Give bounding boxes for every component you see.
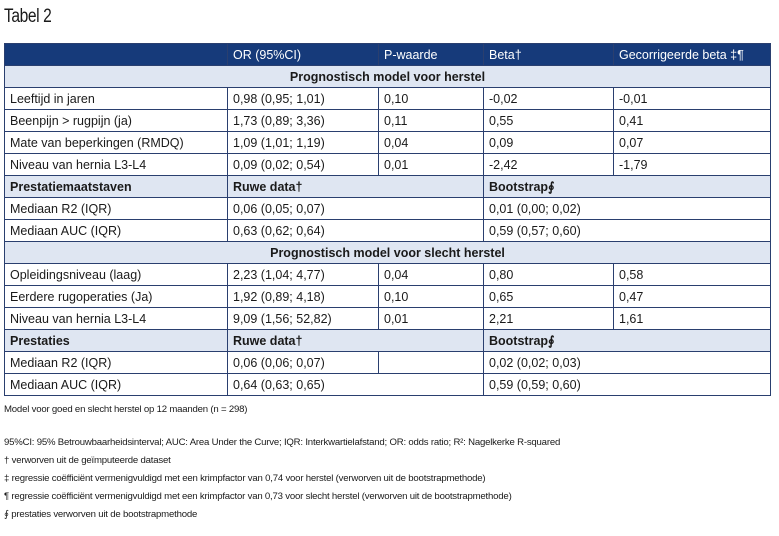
section-title: Prognostisch model voor slecht herstel (5, 242, 771, 264)
abbreviations-note: 95%CI: 95% Betrouwbaarheidsinterval; AUC: Area Under the Curve; IQR: Interkwartielafstand; OR: odds ratio; R²: Nagelkerke R-squared (4, 437, 561, 448)
table-cell: Opleidingsniveau (laag) (5, 264, 228, 286)
table-cell: Mediaan AUC (IQR) (5, 374, 228, 396)
table-cell: 0,09 (484, 132, 614, 154)
section-row (5, 242, 771, 264)
table-cell: Leeftijd in jaren (5, 88, 228, 110)
table-cell: 1,61 (614, 308, 771, 330)
table-row (5, 198, 771, 220)
table-cell: 2,23 (1,04; 4,77) (228, 264, 379, 286)
table-cell: Ruwe data† (228, 330, 484, 352)
results-table (4, 43, 771, 396)
performance-header-row (5, 176, 771, 198)
header-row (5, 44, 771, 66)
contour-note: ∮ prestaties verworven uit de bootstrapmethode (4, 509, 198, 520)
double-dagger-note: ‡ regressie coëfficiënt vermenigvuldigd met een krimpfactor van 0,74 voor herstel (verworven uit de bootstrapmethode) (4, 473, 486, 484)
header-cell (5, 44, 228, 66)
table-cell: Mate van beperkingen (RMDQ) (5, 132, 228, 154)
header-cell: Beta† (484, 44, 614, 66)
table-cell: Mediaan R2 (IQR) (5, 352, 228, 374)
table-cell: 0,59 (0,59; 0,60) (484, 374, 771, 396)
table-cell: 0,64 (0,63; 0,65) (228, 374, 484, 396)
model-note: Model voor goed en slecht herstel op 12 maanden (n = 298) (4, 404, 248, 415)
table-cell: Niveau van hernia L3-L4 (5, 308, 228, 330)
table-cell: 1,73 (0,89; 3,36) (228, 110, 379, 132)
table-cell: 0,10 (379, 88, 484, 110)
table-cell: Eerdere rugoperaties (Ja) (5, 286, 228, 308)
table-cell: -0,01 (614, 88, 771, 110)
table-cell (379, 352, 484, 374)
pilcrow-note: ¶ regressie coëfficiënt vermenigvuldigd met een krimpfactor van 0,73 voor slecht herstel (verworven uit de bootstrapmethode) (4, 491, 512, 502)
table-cell: 0,63 (0,62; 0,64) (228, 220, 484, 242)
table-cell: Mediaan AUC (IQR) (5, 220, 228, 242)
table-cell: 0,41 (614, 110, 771, 132)
table-row (5, 374, 771, 396)
table-cell: 0,04 (379, 264, 484, 286)
table-cell: Ruwe data† (228, 176, 484, 198)
header-cell: Gecorrigeerde beta ‡¶ (614, 44, 771, 66)
table-cell: 0,59 (0,57; 0,60) (484, 220, 771, 242)
table-cell: 0,01 (379, 308, 484, 330)
table-cell: -1,79 (614, 154, 771, 176)
table-cell: 1,09 (1,01; 1,19) (228, 132, 379, 154)
table-cell: 0,11 (379, 110, 484, 132)
table-cell: 0,04 (379, 132, 484, 154)
table-cell: 0,65 (484, 286, 614, 308)
table-cell: Beenpijn > rugpijn (ja) (5, 110, 228, 132)
table-cell: 0,58 (614, 264, 771, 286)
table-cell: -2,42 (484, 154, 614, 176)
table-row (5, 264, 771, 286)
table-row (5, 88, 771, 110)
table-cell: 0,06 (0,05; 0,07) (228, 198, 484, 220)
table-cell: 9,09 (1,56; 52,82) (228, 308, 379, 330)
header-cell: OR (95%CI) (228, 44, 379, 66)
table-row (5, 132, 771, 154)
table-cell: -0,02 (484, 88, 614, 110)
section-row (5, 66, 771, 88)
table-row (5, 308, 771, 330)
table-cell: 0,01 (379, 154, 484, 176)
table-cell: 0,47 (614, 286, 771, 308)
table-cell: 0,09 (0,02; 0,54) (228, 154, 379, 176)
table-title: Tabel 2 (4, 6, 52, 27)
table-cell: 0,55 (484, 110, 614, 132)
table-row (5, 110, 771, 132)
footnotes (4, 401, 774, 524)
table-cell: 0,07 (614, 132, 771, 154)
performance-header-row (5, 330, 771, 352)
table-cell: 0,10 (379, 286, 484, 308)
table-cell: Prestaties (5, 330, 228, 352)
header-cell: P-waarde (379, 44, 484, 66)
dagger-note: † verworven uit de geïmputeerde dataset (4, 455, 171, 466)
table-row (5, 154, 771, 176)
table-cell: 2,21 (484, 308, 614, 330)
table-cell: Niveau van hernia L3-L4 (5, 154, 228, 176)
table-cell: 0,02 (0,02; 0,03) (484, 352, 771, 374)
table-cell: Mediaan R2 (IQR) (5, 198, 228, 220)
table-cell: 0,98 (0,95; 1,01) (228, 88, 379, 110)
table-cell: Bootstrap∮ (484, 176, 771, 198)
table-cell: Prestatiemaatstaven (5, 176, 228, 198)
table-cell: 0,80 (484, 264, 614, 286)
table-row (5, 352, 771, 374)
table-cell: 1,92 (0,89; 4,18) (228, 286, 379, 308)
section-title: Prognostisch model voor herstel (5, 66, 771, 88)
table-cell: Bootstrap∮ (484, 330, 771, 352)
table-cell: 0,01 (0,00; 0,02) (484, 198, 771, 220)
table-row (5, 286, 771, 308)
table-cell: 0,06 (0,06; 0,07) (228, 352, 379, 374)
table-row (5, 220, 771, 242)
